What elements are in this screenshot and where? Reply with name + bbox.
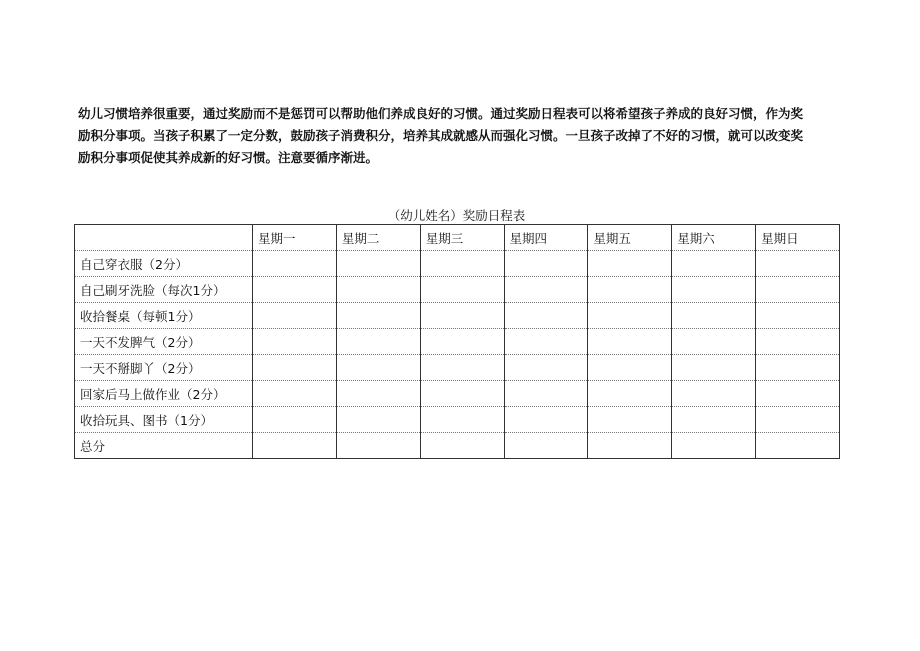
score-cell[interactable] (253, 329, 337, 355)
score-cell[interactable] (253, 355, 337, 381)
table-title: （幼儿姓名）奖励日程表 (387, 208, 526, 223)
score-cell[interactable] (420, 355, 504, 381)
score-cell[interactable] (336, 303, 420, 329)
day-header-monday: 星期一 (253, 225, 337, 251)
score-cell[interactable] (420, 381, 504, 407)
score-cell[interactable] (672, 381, 756, 407)
habit-label: 收拾玩具、图书（1分） (75, 407, 253, 433)
score-cell[interactable] (756, 251, 840, 277)
score-cell[interactable] (504, 381, 588, 407)
score-cell[interactable] (588, 329, 672, 355)
intro-paragraph (78, 103, 844, 169)
score-cell[interactable] (756, 303, 840, 329)
total-cell[interactable] (756, 433, 840, 459)
score-cell[interactable] (672, 407, 756, 433)
score-cell[interactable] (504, 251, 588, 277)
total-cell[interactable] (420, 433, 504, 459)
score-cell[interactable] (504, 303, 588, 329)
score-cell[interactable] (253, 381, 337, 407)
score-cell[interactable] (253, 277, 337, 303)
table-row (75, 251, 840, 277)
day-header-saturday: 星期六 (672, 225, 756, 251)
table-row (75, 329, 840, 355)
corner-cell (75, 225, 253, 251)
score-cell[interactable] (588, 251, 672, 277)
total-cell[interactable] (336, 433, 420, 459)
total-cell[interactable] (672, 433, 756, 459)
score-cell[interactable] (336, 381, 420, 407)
day-header-thursday: 星期四 (504, 225, 588, 251)
score-cell[interactable] (588, 303, 672, 329)
day-header-wednesday: 星期三 (420, 225, 504, 251)
score-cell[interactable] (420, 277, 504, 303)
score-cell[interactable] (336, 277, 420, 303)
table-row (75, 407, 840, 433)
score-cell[interactable] (672, 329, 756, 355)
score-cell[interactable] (420, 407, 504, 433)
score-cell[interactable] (756, 355, 840, 381)
total-cell[interactable] (504, 433, 588, 459)
score-cell[interactable] (588, 277, 672, 303)
day-header-sunday: 星期日 (756, 225, 840, 251)
score-cell[interactable] (756, 381, 840, 407)
score-cell[interactable] (420, 329, 504, 355)
table-row (75, 381, 840, 407)
total-row (75, 433, 840, 459)
score-cell[interactable] (336, 329, 420, 355)
score-cell[interactable] (756, 407, 840, 433)
habit-label: 一天不掰脚丫（2分） (75, 355, 253, 381)
score-cell[interactable] (756, 329, 840, 355)
score-cell[interactable] (253, 251, 337, 277)
total-cell[interactable] (253, 433, 337, 459)
table-row (75, 355, 840, 381)
score-cell[interactable] (588, 355, 672, 381)
score-cell[interactable] (253, 407, 337, 433)
score-cell[interactable] (420, 303, 504, 329)
score-cell[interactable] (588, 407, 672, 433)
habit-label: 收拾餐桌（每顿1分） (75, 303, 253, 329)
reward-schedule-table (74, 224, 840, 459)
score-cell[interactable] (504, 329, 588, 355)
score-cell[interactable] (672, 355, 756, 381)
total-label: 总分 (75, 433, 253, 459)
habit-label: 自己穿衣服（2分） (75, 251, 253, 277)
score-cell[interactable] (253, 303, 337, 329)
day-header-tuesday: 星期二 (336, 225, 420, 251)
habit-label: 一天不发脾气（2分） (75, 329, 253, 355)
intro-line: 励积分事项促使其养成新的好习惯。注意要循序渐进。 (78, 150, 379, 165)
score-cell[interactable] (420, 251, 504, 277)
score-cell[interactable] (672, 251, 756, 277)
total-cell[interactable] (588, 433, 672, 459)
score-cell[interactable] (756, 277, 840, 303)
score-cell[interactable] (588, 381, 672, 407)
score-cell[interactable] (336, 407, 420, 433)
intro-line: 励积分事项。当孩子积累了一定分数，鼓励孩子消费积分，培养其成就感从而强化习惯。一旦孩子改掉了不好的习惯，就可以改变奖 (78, 128, 804, 143)
score-cell[interactable] (336, 355, 420, 381)
habit-label: 回家后马上做作业（2分） (75, 381, 253, 407)
score-cell[interactable] (504, 407, 588, 433)
score-cell[interactable] (672, 277, 756, 303)
score-cell[interactable] (336, 251, 420, 277)
score-cell[interactable] (504, 355, 588, 381)
header-row (75, 225, 840, 251)
score-cell[interactable] (672, 303, 756, 329)
habit-label: 自己刷牙洗脸（每次1分） (75, 277, 253, 303)
table-row (75, 277, 840, 303)
intro-line: 幼儿习惯培养很重要，通过奖励而不是惩罚可以帮助他们养成良好的习惯。通过奖励日程表可以将希望孩子养成的良好习惯，作为奖 (78, 106, 804, 121)
table-row (75, 303, 840, 329)
day-header-friday: 星期五 (588, 225, 672, 251)
score-cell[interactable] (504, 277, 588, 303)
